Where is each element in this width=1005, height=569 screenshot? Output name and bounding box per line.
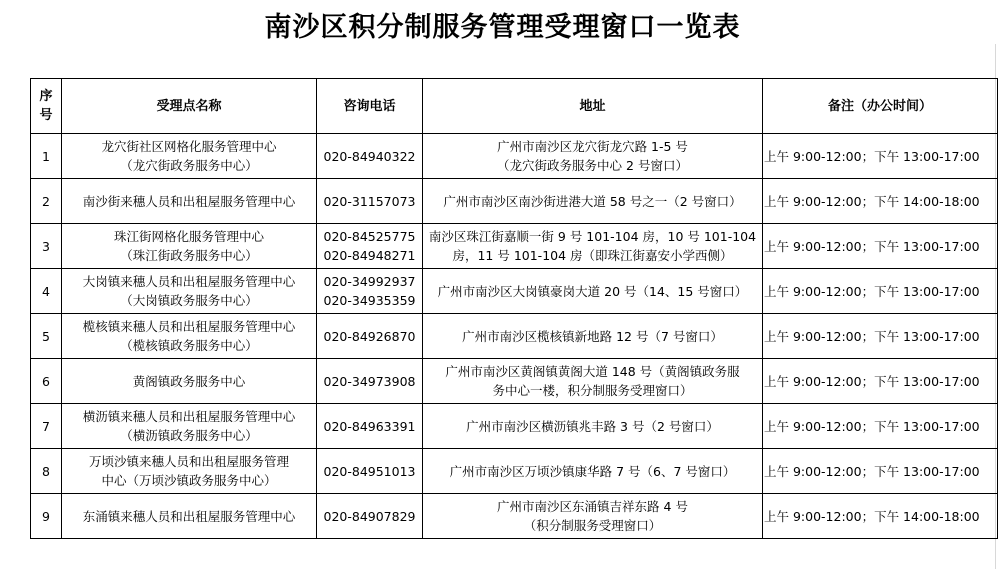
- table-row: [31, 269, 998, 314]
- cell-tel-line: 020-34992937: [323, 274, 416, 289]
- cell-tel-line: 020-84948271: [323, 248, 416, 263]
- cell-seq: 7: [31, 404, 62, 449]
- cell-seq: 2: [31, 179, 62, 224]
- page-title: 南沙区积分制服务管理受理窗口一览表: [264, 12, 741, 43]
- cell-name-line: 龙穴街社区网格化服务管理中心: [101, 139, 277, 154]
- cell-tel: [317, 359, 423, 404]
- cell-addr-line: 广州市南沙区东涌镇吉祥东路 4 号: [497, 499, 688, 514]
- cell-tel-line: 020-34935359: [323, 293, 416, 308]
- cell-tel-line: 020-84940322: [323, 148, 416, 164]
- cell-addr-line: （龙穴街政务服务中心 2 号窗口）: [497, 158, 688, 173]
- cell-tel-line: 020-84963391: [323, 418, 416, 434]
- table-row: [31, 404, 998, 449]
- cell-addr: [423, 494, 763, 539]
- cell-note: 上午 9:00-12:00；下午 13:00-17:00: [763, 134, 998, 179]
- cell-name: [62, 179, 317, 224]
- cell-addr: [423, 269, 763, 314]
- cell-name-line: 珠江街网格化服务管理中心: [113, 229, 264, 244]
- cell-name-line: 大岗镇来穗人员和出租屋服务管理中心: [82, 274, 296, 289]
- cell-tel-line: 020-84926870: [323, 328, 416, 344]
- header-note: 备注（办公时间）: [763, 79, 998, 134]
- table-row: [31, 449, 998, 494]
- cell-tel-line: 020-84951013: [323, 463, 416, 479]
- cell-tel: [317, 224, 423, 269]
- cell-addr: [423, 134, 763, 179]
- cell-note: 上午 9:00-12:00；下午 13:00-17:00: [763, 404, 998, 449]
- cell-addr-line: 务中心一楼，积分制服务受理窗口）: [492, 383, 693, 398]
- cell-tel: [317, 314, 423, 359]
- table-row: [31, 359, 998, 404]
- cell-addr-line: 广州市南沙区横沥镇兆丰路 3 号（2 号窗口）: [466, 418, 719, 434]
- cell-addr-line: 南沙区珠江街嘉顺一街 9 号 101-104 房，10 号 101-104: [428, 229, 757, 244]
- cell-seq: 3: [31, 224, 62, 269]
- cell-seq: 6: [31, 359, 62, 404]
- cell-name-line: 榄核镇来穗人员和出租屋服务管理中心: [82, 319, 296, 334]
- table-row: [31, 179, 998, 224]
- cell-seq: 1: [31, 134, 62, 179]
- cell-name: [62, 269, 317, 314]
- header-seq-line: 号: [39, 108, 53, 123]
- cell-name-line: （大岗镇政务服务中心）: [120, 293, 258, 308]
- cell-tel: [317, 134, 423, 179]
- table-row: [31, 494, 998, 539]
- cell-name-line: 横沥镇来穗人员和出租屋服务管理中心: [82, 409, 296, 424]
- header-name: 受理点名称: [62, 79, 317, 134]
- cell-addr-line: 广州市南沙区黄阁镇黄阁大道 148 号（黄阁镇政务服: [445, 364, 740, 379]
- cell-seq: 8: [31, 449, 62, 494]
- cell-addr: [423, 224, 763, 269]
- cell-name-line: 万顷沙镇来穗人员和出租屋服务管理: [88, 454, 289, 469]
- header-tel: 咨询电话: [317, 79, 423, 134]
- cell-name-line: （榄核镇政务服务中心）: [120, 338, 258, 353]
- cell-name: [62, 494, 317, 539]
- cell-addr-line: 房，11 号 101-104 房（即珠江街嘉安小学西侧）: [452, 248, 733, 263]
- cell-name: [62, 314, 317, 359]
- cell-name-line: 黄阁镇政务服务中心: [132, 373, 246, 389]
- cell-note: 上午 9:00-12:00；下午 13:00-17:00: [763, 269, 998, 314]
- cell-addr-line: 广州市南沙区万顷沙镇康华路 7 号（6、7 号窗口）: [449, 463, 736, 479]
- cell-addr-line: 广州市南沙区大岗镇豪岗大道 20 号（14、15 号窗口）: [437, 283, 748, 299]
- table-body: [31, 134, 998, 539]
- cell-name: [62, 449, 317, 494]
- cell-name: [62, 224, 317, 269]
- cell-addr-line: 广州市南沙区龙穴街龙穴路 1-5 号: [497, 139, 688, 154]
- cell-name-line: 南沙街来穗人员和出租屋服务管理中心: [82, 193, 296, 209]
- cell-addr: [423, 314, 763, 359]
- cell-name-line: （珠江街政务服务中心）: [120, 248, 258, 263]
- cell-seq: 4: [31, 269, 62, 314]
- cell-name: [62, 404, 317, 449]
- cell-addr: [423, 404, 763, 449]
- cell-tel: [317, 449, 423, 494]
- cell-seq: 5: [31, 314, 62, 359]
- cell-tel-line: 020-84907829: [323, 508, 416, 524]
- cell-addr-line: （积分制服务受理窗口）: [523, 518, 662, 533]
- cell-note: 上午 9:00-12:00；下午 13:00-17:00: [763, 449, 998, 494]
- cell-addr: [423, 449, 763, 494]
- cell-name-line: （横沥镇政务服务中心）: [120, 428, 258, 443]
- cell-note: 上午 9:00-12:00；下午 13:00-17:00: [763, 224, 998, 269]
- cell-note: 上午 9:00-12:00；下午 14:00-18:00: [763, 494, 998, 539]
- cell-tel: [317, 179, 423, 224]
- cell-note: 上午 9:00-12:00；下午 14:00-18:00: [763, 179, 998, 224]
- cell-name-line: （龙穴街政务服务中心）: [120, 158, 258, 173]
- cell-tel-line: 020-34973908: [323, 373, 416, 389]
- cell-tel-line: 020-31157073: [323, 193, 416, 209]
- cell-seq: 9: [31, 494, 62, 539]
- table-row: [31, 134, 998, 179]
- cell-name-line: 中心（万顷沙镇政务服务中心）: [101, 473, 277, 488]
- cell-name: [62, 359, 317, 404]
- service-window-table: [30, 78, 998, 539]
- cell-note: 上午 9:00-12:00；下午 13:00-17:00: [763, 359, 998, 404]
- header-seq-line: 序: [39, 89, 53, 104]
- table-header-row: [31, 79, 998, 134]
- cell-tel: [317, 404, 423, 449]
- cell-tel-line: 020-84525775: [323, 229, 416, 244]
- table-row: [31, 314, 998, 359]
- table-row: [31, 224, 998, 269]
- cell-name-line: 东涌镇来穗人员和出租屋服务管理中心: [82, 508, 296, 524]
- cell-addr-line: 广州市南沙区南沙街进港大道 58 号之一（2 号窗口）: [443, 193, 742, 209]
- cell-note: 上午 9:00-12:00；下午 13:00-17:00: [763, 314, 998, 359]
- cell-name: [62, 134, 317, 179]
- header-addr: 地址: [423, 79, 763, 134]
- cell-addr: [423, 359, 763, 404]
- cell-tel: [317, 494, 423, 539]
- cell-addr: [423, 179, 763, 224]
- cell-addr-line: 广州市南沙区榄核镇新地路 12 号（7 号窗口）: [462, 328, 723, 344]
- header-seq: [31, 79, 62, 134]
- cell-tel: [317, 269, 423, 314]
